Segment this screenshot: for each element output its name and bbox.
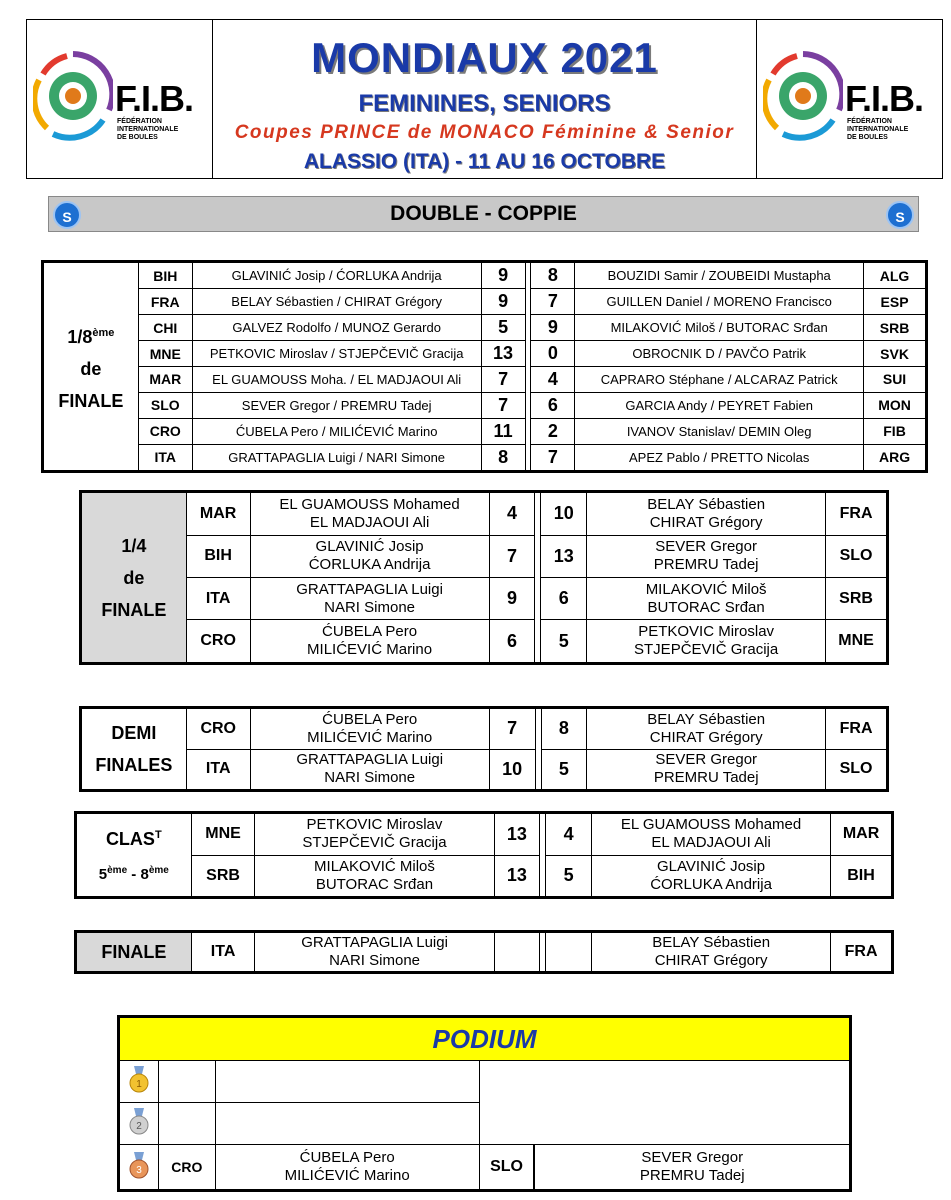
phase-label: FINALE	[76, 932, 192, 973]
team-players: GRATTAPAGLIA Luigi / NARI Simone	[192, 444, 481, 471]
team-players: PETKOVIC Miroslav STJEPČEVIČ Gracija	[255, 813, 494, 856]
country-code: MNE	[191, 813, 255, 856]
team-players: GLAVINIĆ Josip ĆORLUKA Andrija	[592, 855, 831, 898]
table-row	[81, 749, 888, 791]
team-players: GARCIA Andy / PEYRET Fabien	[575, 392, 864, 418]
team-players: GLAVINIĆ Josip / ĆORLUKA Andrija	[192, 262, 481, 289]
fib-emblem-icon	[33, 50, 113, 142]
team-players: EL GUAMOUSS Moha. / EL MADJAOUI Ali	[192, 366, 481, 392]
team-players: SEVER Gregor PREMRU Tadej	[587, 535, 826, 577]
score	[546, 932, 592, 973]
table-row	[43, 289, 927, 315]
svg-text:1: 1	[136, 1079, 142, 1090]
country-code: SRB	[864, 315, 927, 341]
team-players: EL GUAMOUSS Mohamed EL MADJAOUI Ali	[250, 492, 489, 536]
round-of-16-table	[41, 260, 928, 473]
score: 9	[481, 262, 525, 289]
country-code: ITA	[191, 932, 255, 973]
phase-label: $CLAS^T$ 5ème - 8ème	[76, 813, 192, 898]
team-players: GRATTAPAGLIA Luigi NARI Simone	[255, 932, 494, 973]
score: 10	[489, 749, 535, 791]
team-players: SEVER Gregor PREMRU Tadej	[587, 749, 826, 791]
page-subtitle: FEMININES, SENIORS	[358, 90, 611, 117]
country-code: SLO	[826, 535, 888, 577]
team-players: IVANOV Stanislav/ DEMIN Oleg	[575, 418, 864, 444]
discipline-banner	[48, 196, 919, 232]
team-players: BELAY Sébastien CHIRAT Grégory	[592, 932, 831, 973]
country-code: CRO	[186, 708, 250, 750]
country-code: CRO	[158, 1145, 215, 1191]
score: 9	[531, 315, 575, 341]
podium-row	[119, 1145, 851, 1191]
table-row	[76, 932, 893, 973]
bronze-medal-icon	[119, 1145, 159, 1191]
score: 5	[541, 749, 587, 791]
team-players: ĆUBELA Pero / MILIĆEVIĆ Marino	[192, 418, 481, 444]
score: 7	[531, 289, 575, 315]
placement-5-8-table	[74, 811, 894, 899]
table-row	[43, 315, 927, 341]
country-code: SLO	[480, 1145, 534, 1189]
country-code: FRA	[138, 289, 192, 315]
table-row	[43, 418, 927, 444]
country-code: CRO	[138, 418, 192, 444]
table-row	[43, 444, 927, 471]
team-players: ĆUBELA Pero MILIĆEVIĆ Marino	[250, 620, 489, 664]
team-players: GUILLEN Daniel / MORENO Francisco	[575, 289, 864, 315]
country-code: ITA	[138, 444, 192, 471]
header	[26, 19, 943, 179]
score: 6	[489, 620, 535, 664]
svg-text:2: 2	[136, 1121, 142, 1132]
country-code: FRA	[826, 492, 888, 536]
table-row	[81, 708, 888, 750]
table-row	[81, 620, 888, 664]
table-row	[43, 392, 927, 418]
score: 4	[531, 366, 575, 392]
team-players: BELAY Sébastien CHIRAT Grégory	[587, 492, 826, 536]
country-code: ESP	[864, 289, 927, 315]
score: 0	[531, 341, 575, 367]
score: 4	[489, 492, 535, 536]
score: 5	[546, 855, 592, 898]
team-players: GRATTAPAGLIA Luigi NARI Simone	[250, 577, 489, 619]
score: 9	[489, 577, 535, 619]
podium-header-row	[119, 1017, 851, 1061]
team-players: PETKOVIC Miroslav / STJEPČEVIČ Gracija	[192, 341, 481, 367]
country-code: SLO	[138, 392, 192, 418]
team-players: SEVER Gregor / PREMRU Tadej	[192, 392, 481, 418]
country-code: MAR	[831, 813, 893, 856]
team-players: OBROCNIK D / PAVČO Patrik	[575, 341, 864, 367]
score: 7	[531, 444, 575, 471]
score: 8	[541, 708, 587, 750]
country-code: BIH	[831, 855, 893, 898]
score: 13	[494, 855, 540, 898]
team-players: EL GUAMOUSS Mohamed EL MADJAOUI Ali	[592, 813, 831, 856]
svg-text:3: 3	[136, 1164, 142, 1176]
table-row	[81, 577, 888, 619]
score: 7	[481, 392, 525, 418]
fib-logo-subtitle: FÉDÉRATION INTERNATIONALE DE BOULES	[117, 118, 179, 141]
country-code: ARG	[864, 444, 927, 471]
team-players: GALVEZ Rodolfo / MUNOZ Gerardo	[192, 315, 481, 341]
quarter-finals-table	[79, 490, 889, 665]
final-table	[74, 930, 894, 974]
team-players: MILAKOVIĆ Miloš BUTORAC Srđan	[587, 577, 826, 619]
phase-label: DEMI FINALES	[81, 708, 187, 791]
score: 9	[481, 289, 525, 315]
country-code: ALG	[864, 262, 927, 289]
table-row	[43, 262, 927, 289]
team-players: ĆUBELA Pero MILIĆEVIĆ Marino	[250, 708, 489, 750]
country-code: MNE	[826, 620, 888, 664]
team-players: SEVER Gregor PREMRU Tadej	[535, 1145, 851, 1191]
phase-label: 1/4 de FINALE	[81, 492, 187, 664]
fib-logo-left	[27, 20, 213, 178]
score: 13	[494, 813, 540, 856]
fib-emblem-icon	[763, 50, 843, 142]
table-row	[76, 813, 893, 856]
country-code: SRB	[191, 855, 255, 898]
team-players: ĆUBELA Pero MILIĆEVIĆ Marino	[215, 1145, 479, 1191]
score: 7	[489, 535, 535, 577]
semi-finals-table	[79, 706, 889, 792]
team-players: PETKOVIC Miroslav STJEPČEVIČ Gracija	[587, 620, 826, 664]
country-code: SLO	[826, 749, 888, 791]
country-code: SVK	[864, 341, 927, 367]
podium-title: PODIUM	[119, 1017, 851, 1061]
country-code: MAR	[138, 366, 192, 392]
table-row	[81, 492, 888, 536]
country-code: ITA	[186, 577, 250, 619]
team-players: GLAVINIĆ Josip ĆORLUKA Andrija	[250, 535, 489, 577]
country-code: MNE	[138, 341, 192, 367]
cups-subtitle: Coupes PRINCE de MONACO Féminine & Senior	[234, 122, 735, 143]
table-row	[43, 366, 927, 392]
team-players: CAPRARO Stéphane / ALCARAZ Patrick	[575, 366, 864, 392]
score: 7	[481, 366, 525, 392]
country-code: ITA	[186, 749, 250, 791]
table-row	[81, 535, 888, 577]
country-code: CHI	[138, 315, 192, 341]
discipline-title: DOUBLE - COPPIE	[390, 202, 577, 225]
senior-badge-icon: S	[53, 201, 81, 229]
table-row	[43, 341, 927, 367]
score: 2	[531, 418, 575, 444]
team-players: APEZ Pablo / PRETTO Nicolas	[575, 444, 864, 471]
venue-dates: ALASSIO (ITA) - 11 AU 16 OCTOBRE	[303, 150, 666, 173]
country-code: SUI	[864, 366, 927, 392]
team-players: BELAY Sébastien CHIRAT Grégory	[587, 708, 826, 750]
country-code: SRB	[826, 577, 888, 619]
podium-table	[117, 1015, 852, 1192]
score: 8	[531, 262, 575, 289]
country-code: BIH	[186, 535, 250, 577]
fib-logo-right	[756, 20, 942, 178]
score: 8	[481, 444, 525, 471]
score: 7	[489, 708, 535, 750]
score: 10	[541, 492, 587, 536]
page-title: MONDIAUX 2021	[311, 34, 658, 81]
team-players: MILAKOVIĆ Miloš / BUTORAC Srđan	[575, 315, 864, 341]
country-code: FIB	[864, 418, 927, 444]
country-code: FRA	[831, 932, 893, 973]
silver-medal-icon	[119, 1103, 159, 1145]
podium-row	[119, 1061, 851, 1103]
score: 4	[546, 813, 592, 856]
score: 5	[541, 620, 587, 664]
country-code: MON	[864, 392, 927, 418]
fib-logo-subtitle: FÉDÉRATION INTERNATIONALE DE BOULES	[847, 118, 909, 141]
score: 13	[541, 535, 587, 577]
table-row	[76, 855, 893, 898]
team-players: BELAY Sébastien / CHIRAT Grégory	[192, 289, 481, 315]
score: 6	[531, 392, 575, 418]
country-code: FRA	[826, 708, 888, 750]
gold-medal-icon	[119, 1061, 159, 1103]
team-players: GRATTAPAGLIA Luigi NARI Simone	[250, 749, 489, 791]
country-code: MAR	[186, 492, 250, 536]
fib-logo-text: F.I.B.	[845, 78, 924, 119]
country-code: CRO	[186, 620, 250, 664]
country-code: BIH	[138, 262, 192, 289]
score: 5	[481, 315, 525, 341]
score: 11	[481, 418, 525, 444]
score: 6	[541, 577, 587, 619]
senior-badge-icon: S	[886, 201, 914, 229]
score: 13	[481, 341, 525, 367]
phase-label: 1/8ème de FINALE	[43, 262, 139, 472]
score	[494, 932, 540, 973]
fib-logo-text: F.I.B.	[115, 78, 194, 119]
team-players: BOUZIDI Samir / ZOUBEIDI Mustapha	[575, 262, 864, 289]
team-players: MILAKOVIĆ Miloš BUTORAC Srđan	[255, 855, 494, 898]
